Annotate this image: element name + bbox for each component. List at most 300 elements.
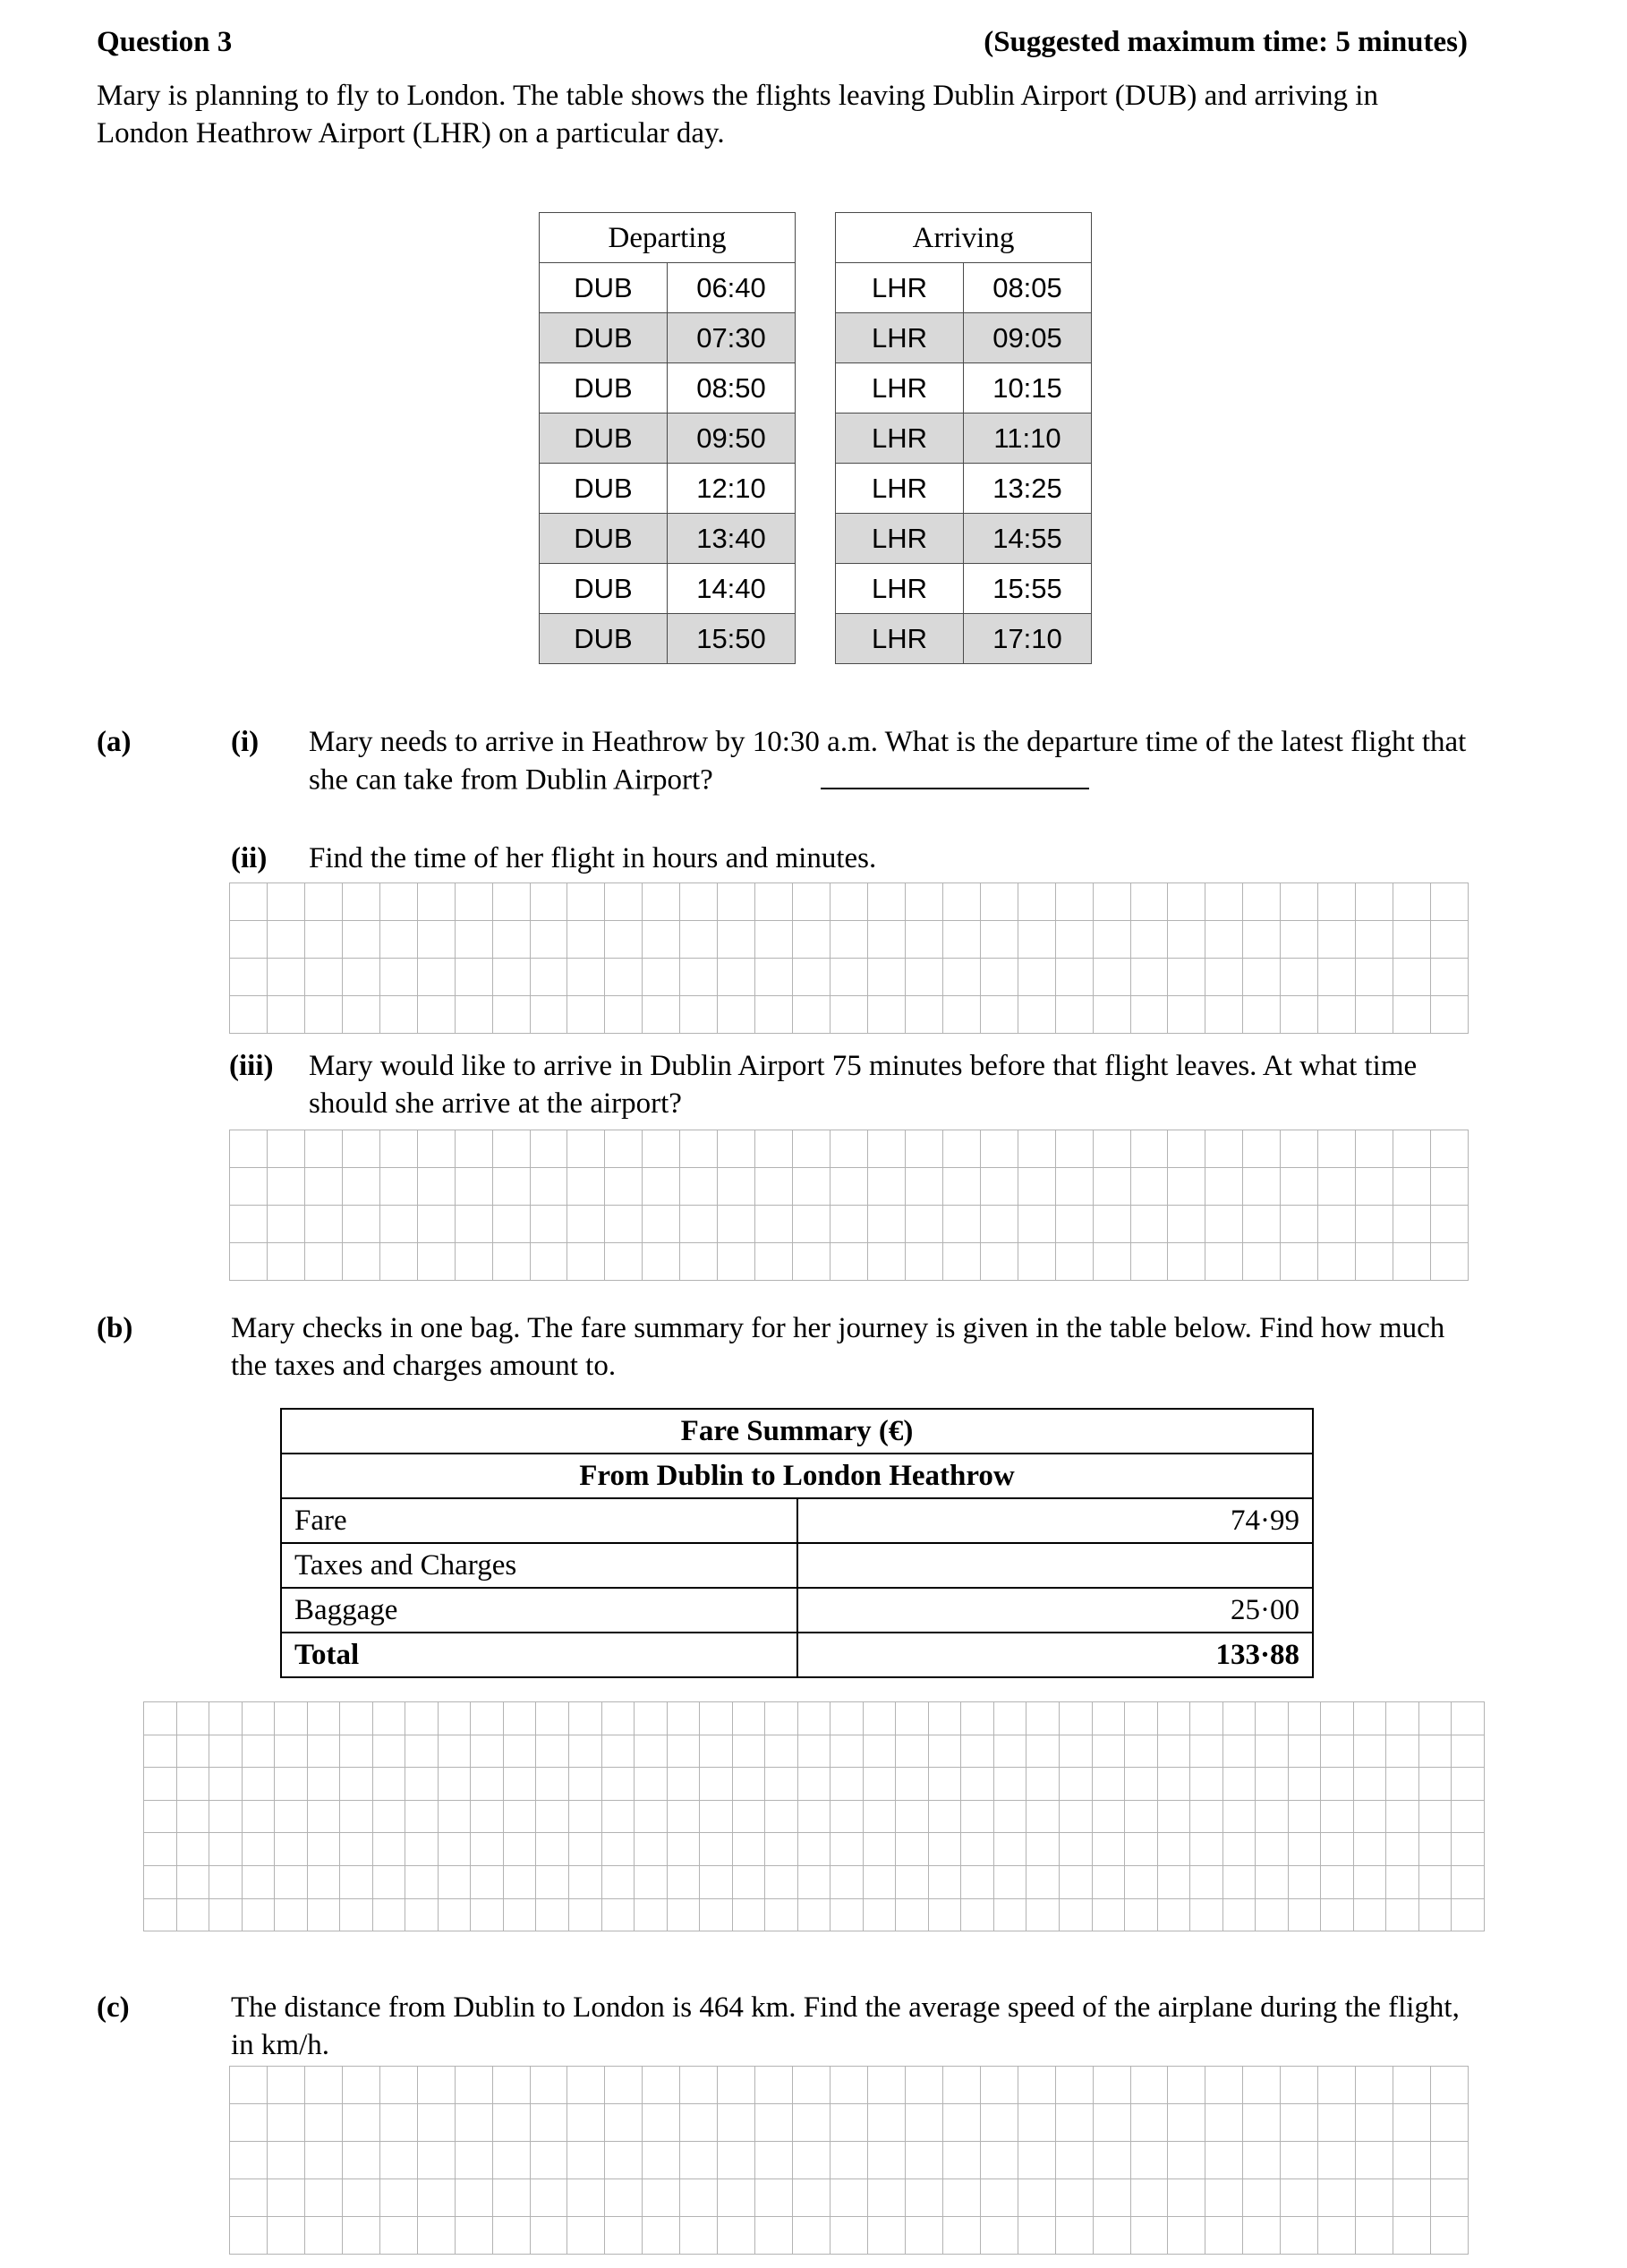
grid-cell — [418, 1168, 456, 1206]
grid-cell — [1452, 1735, 1485, 1769]
grid-cell — [1125, 1866, 1158, 1899]
grid-cell — [1452, 1702, 1485, 1735]
table-row — [281, 1588, 1313, 1633]
grid-cell — [943, 2142, 981, 2179]
grid-cell — [943, 1206, 981, 1243]
arriving-header: Arriving — [836, 213, 1092, 263]
grid-cell — [536, 1702, 569, 1735]
grid-cell — [1056, 2104, 1094, 2142]
grid-cell — [793, 2142, 831, 2179]
grid-cell — [602, 1866, 635, 1899]
grid-cell — [569, 1702, 602, 1735]
grid-cell — [718, 1243, 755, 1281]
grid-cell — [831, 1206, 868, 1243]
grid-cell — [605, 2179, 643, 2217]
grid-cell — [1419, 1702, 1452, 1735]
grid-cell — [868, 883, 906, 921]
grid-cell — [418, 1243, 456, 1281]
grid-cell — [929, 1833, 962, 1866]
grid-cell — [864, 1735, 897, 1769]
grid-cell — [961, 1735, 994, 1769]
arr-time-cell: 14:55 — [964, 514, 1092, 564]
grid-cell — [1431, 1243, 1469, 1281]
grid-cell — [635, 1735, 668, 1769]
grid-cell — [493, 1206, 531, 1243]
grid-cell — [929, 1866, 962, 1899]
grid-cell — [1419, 1899, 1452, 1932]
part-c-question: The distance from Dublin to London is 464 km. Find the average speed of the airplane during the flight, in km/h. — [231, 1991, 1460, 2061]
grid-cell — [798, 1801, 831, 1834]
grid-cell — [831, 1866, 864, 1899]
fare-value: 74·99 — [797, 1498, 1313, 1543]
grid-cell — [1026, 1702, 1060, 1735]
grid-cell — [981, 1168, 1018, 1206]
part-a-ii-question: Find the time of her flight in hours and minutes. — [309, 842, 877, 874]
grid-cell — [567, 996, 605, 1034]
grid-cell — [635, 1768, 668, 1801]
grid-cell — [380, 2142, 418, 2179]
grid-cell — [798, 1735, 831, 1769]
grid-cell — [961, 1801, 994, 1834]
grid-cell — [1056, 2217, 1094, 2255]
grid-cell — [896, 1899, 929, 1932]
grid-cell — [567, 1130, 605, 1168]
grid-cell — [1431, 1168, 1469, 1206]
grid-cell — [230, 2142, 268, 2179]
grid-cell — [1094, 2217, 1131, 2255]
grid-cell — [567, 1168, 605, 1206]
grid-cell — [340, 1735, 373, 1769]
grid-cell — [831, 1735, 864, 1769]
question-header — [97, 23, 1468, 61]
grid-cell — [994, 1735, 1027, 1769]
grid-cell — [680, 1206, 718, 1243]
grid-cell — [275, 1866, 308, 1899]
grid-cell — [700, 1768, 733, 1801]
dep-time-cell: 15:50 — [668, 614, 796, 664]
grid-cell — [643, 2104, 680, 2142]
grid-cell — [230, 2104, 268, 2142]
grid-cell — [471, 1866, 504, 1899]
grid-cell — [493, 921, 531, 959]
grid-cell — [144, 1702, 177, 1735]
grid-cell — [906, 2179, 943, 2217]
grid-cell — [343, 1243, 380, 1281]
grid-cell — [1168, 1243, 1205, 1281]
grid-cell — [1168, 883, 1205, 921]
grid-cell — [456, 2217, 493, 2255]
grid-cell — [380, 1206, 418, 1243]
grid-cell — [1018, 2067, 1056, 2104]
grid-cell — [1125, 1735, 1158, 1769]
grid-cell — [275, 1801, 308, 1834]
arr-airport-cell: LHR — [836, 313, 964, 363]
grid-cell — [1281, 1168, 1318, 1206]
grid-cell — [177, 1833, 210, 1866]
grid-cell — [755, 2217, 793, 2255]
fare-subtitle: From Dublin to London Heathrow — [281, 1454, 1313, 1498]
grid-cell — [798, 1833, 831, 1866]
grid-cell — [1018, 1243, 1056, 1281]
grid-cell — [268, 2179, 305, 2217]
grid-cell — [1018, 1130, 1056, 1168]
grid-cell — [567, 1243, 605, 1281]
grid-cell — [1093, 1866, 1126, 1899]
grid-cell — [1205, 2104, 1243, 2142]
grid-cell — [602, 1899, 635, 1932]
grid-cell — [1393, 1130, 1431, 1168]
grid-cell — [1386, 1735, 1419, 1769]
grid-cell — [831, 2104, 868, 2142]
grid-cell — [1243, 959, 1281, 996]
grid-cell — [1026, 1768, 1060, 1801]
grid-cell — [1281, 2104, 1318, 2142]
grid-cell — [793, 921, 831, 959]
part-a-i-label: (i) — [231, 726, 260, 758]
grid-cell — [1318, 959, 1356, 996]
grid-cell — [1094, 1243, 1131, 1281]
grid-cell — [275, 1768, 308, 1801]
grid-cell — [1168, 959, 1205, 996]
grid-cell — [1431, 883, 1469, 921]
grid-cell — [230, 2217, 268, 2255]
table-row — [540, 313, 796, 363]
grid-cell — [1018, 996, 1056, 1034]
grid-cell — [1354, 1801, 1387, 1834]
arr-time-cell: 09:05 — [964, 313, 1092, 363]
grid-cell — [755, 1243, 793, 1281]
table-row — [836, 414, 1092, 464]
grid-cell — [373, 1768, 406, 1801]
grid-cell — [1243, 2142, 1281, 2179]
table-row — [281, 1454, 1313, 1498]
grid-cell — [418, 2104, 456, 2142]
grid-cell — [718, 2179, 755, 2217]
table-row — [836, 464, 1092, 514]
grid-cell — [733, 1866, 766, 1899]
grid-cell — [567, 883, 605, 921]
grid-cell — [1205, 2142, 1243, 2179]
grid-cell — [439, 1801, 472, 1834]
grid-cell — [765, 1866, 798, 1899]
grid-cell — [605, 1243, 643, 1281]
grid-cell — [504, 1866, 537, 1899]
grid-cell — [1094, 2104, 1131, 2142]
grid-cell — [493, 883, 531, 921]
grid-cell — [1318, 921, 1356, 959]
grid-cell — [380, 959, 418, 996]
grid-cell — [1281, 921, 1318, 959]
grid-cell — [1243, 1243, 1281, 1281]
grid-cell — [831, 959, 868, 996]
grid-cell — [1256, 1801, 1289, 1834]
grid-cell — [793, 883, 831, 921]
grid-cell — [906, 1243, 943, 1281]
grid-cell — [1205, 921, 1243, 959]
grid-cell — [906, 1130, 943, 1168]
grid-cell — [418, 2067, 456, 2104]
grid-cell — [1356, 1243, 1393, 1281]
grid-cell — [1386, 1768, 1419, 1801]
grid-cell — [1060, 1833, 1093, 1866]
grid-cell — [1318, 1243, 1356, 1281]
grid-cell — [456, 959, 493, 996]
grid-cell — [1281, 1206, 1318, 1243]
grid-cell — [471, 1735, 504, 1769]
grid-cell — [943, 921, 981, 959]
grid-cell — [144, 1735, 177, 1769]
grid-cell — [831, 1768, 864, 1801]
grid-cell — [268, 959, 305, 996]
grid-cell — [1431, 996, 1469, 1034]
grid-cell — [493, 996, 531, 1034]
arr-airport-cell: LHR — [836, 564, 964, 614]
grid-cell — [1223, 1702, 1256, 1735]
grid-cell — [798, 1866, 831, 1899]
grid-cell — [680, 883, 718, 921]
grid-cell — [680, 1168, 718, 1206]
grid-cell — [531, 1206, 568, 1243]
grid-cell — [1205, 959, 1243, 996]
grid-cell — [981, 2104, 1018, 2142]
grid-cell — [531, 959, 568, 996]
grid-cell — [343, 996, 380, 1034]
grid-cell — [1356, 1130, 1393, 1168]
grid-cell — [569, 1801, 602, 1834]
grid-cell — [456, 921, 493, 959]
grid-cell — [456, 2104, 493, 2142]
grid-cell — [567, 2217, 605, 2255]
grid-cell — [471, 1833, 504, 1866]
grid-cell — [268, 2217, 305, 2255]
arr-time-cell: 10:15 — [964, 363, 1092, 414]
dep-time-cell: 14:40 — [668, 564, 796, 614]
grid-cell — [929, 1702, 962, 1735]
grid-cell — [1094, 883, 1131, 921]
grid-cell — [718, 959, 755, 996]
grid-cell — [493, 2142, 531, 2179]
grid-cell — [380, 2067, 418, 2104]
grid-cell — [906, 921, 943, 959]
grid-cell — [308, 1801, 341, 1834]
grid-cell — [268, 2067, 305, 2104]
grid-cell — [1256, 1899, 1289, 1932]
grid-cell — [340, 1768, 373, 1801]
grid-cell — [864, 1801, 897, 1834]
grid-cell — [668, 1702, 701, 1735]
grid-cell — [994, 1833, 1027, 1866]
grid-cell — [418, 996, 456, 1034]
grid-cell — [1243, 921, 1281, 959]
grid-cell — [981, 883, 1018, 921]
grid-cell — [1452, 1801, 1485, 1834]
part-c-label: (c) — [97, 1991, 130, 2024]
grid-cell — [456, 1206, 493, 1243]
grid-cell — [268, 1206, 305, 1243]
grid-cell — [1168, 2179, 1205, 2217]
grid-cell — [981, 1243, 1018, 1281]
grid-cell — [1452, 1768, 1485, 1801]
grid-cell — [305, 1243, 343, 1281]
grid-cell — [755, 1168, 793, 1206]
answer-grid-b — [143, 1701, 1485, 1931]
grid-cell — [569, 1735, 602, 1769]
grid-cell — [373, 1899, 406, 1932]
grid-cell — [1356, 1206, 1393, 1243]
grid-cell — [1205, 1243, 1243, 1281]
grid-cell — [718, 2217, 755, 2255]
grid-cell — [733, 1768, 766, 1801]
grid-cell — [531, 1130, 568, 1168]
grid-cell — [981, 2142, 1018, 2179]
grid-cell — [405, 1899, 439, 1932]
grid-cell — [831, 1130, 868, 1168]
part-a-i-text — [309, 723, 1490, 799]
grid-cell — [868, 921, 906, 959]
grid-cell — [896, 1768, 929, 1801]
grid-cell — [733, 1801, 766, 1834]
grid-cell — [1354, 1735, 1387, 1769]
grid-cell — [230, 1243, 268, 1281]
grid-cell — [567, 2067, 605, 2104]
grid-cell — [493, 2104, 531, 2142]
grid-cell — [531, 921, 568, 959]
grid-cell — [733, 1833, 766, 1866]
grid-cell — [471, 1702, 504, 1735]
grid-cell — [1223, 1899, 1256, 1932]
grid-cell — [1431, 2179, 1469, 2217]
grid-cell — [275, 1735, 308, 1769]
grid-cell — [1056, 1206, 1094, 1243]
grid-cell — [380, 1243, 418, 1281]
grid-cell — [700, 1833, 733, 1866]
grid-cell — [668, 1866, 701, 1899]
grid-cell — [718, 921, 755, 959]
grid-cell — [1393, 1168, 1431, 1206]
grid-cell — [981, 996, 1018, 1034]
grid-cell — [605, 921, 643, 959]
grid-cell — [700, 1866, 733, 1899]
grid-cell — [896, 1735, 929, 1769]
grid-cell — [305, 2142, 343, 2179]
grid-cell — [373, 1735, 406, 1769]
grid-cell — [635, 1833, 668, 1866]
grid-cell — [230, 883, 268, 921]
grid-cell — [1356, 996, 1393, 1034]
grid-cell — [504, 1735, 537, 1769]
grid-cell — [340, 1866, 373, 1899]
grid-cell — [1190, 1801, 1223, 1834]
grid-cell — [343, 2179, 380, 2217]
grid-cell — [567, 2179, 605, 2217]
grid-cell — [1256, 1702, 1289, 1735]
grid-cell — [1131, 1168, 1169, 1206]
grid-cell — [1243, 996, 1281, 1034]
grid-cell — [531, 2104, 568, 2142]
grid-cell — [643, 2142, 680, 2179]
grid-cell — [961, 1768, 994, 1801]
grid-cell — [1125, 1702, 1158, 1735]
grid-cell — [1168, 1130, 1205, 1168]
grid-cell — [1354, 1768, 1387, 1801]
grid-cell — [1205, 883, 1243, 921]
dep-airport-cell: DUB — [540, 313, 668, 363]
grid-cell — [1386, 1899, 1419, 1932]
total-value: 133·88 — [797, 1633, 1313, 1677]
grid-cell — [1281, 2067, 1318, 2104]
grid-cell — [831, 2217, 868, 2255]
grid-cell — [1056, 1168, 1094, 1206]
grid-cell — [275, 1702, 308, 1735]
grid-cell — [680, 2179, 718, 2217]
grid-cell — [1452, 1866, 1485, 1899]
grid-cell — [268, 1168, 305, 1206]
grid-cell — [1131, 1243, 1169, 1281]
grid-cell — [439, 1833, 472, 1866]
grid-cell — [1060, 1899, 1093, 1932]
grid-cell — [343, 1206, 380, 1243]
grid-cell — [536, 1899, 569, 1932]
grid-cell — [961, 1899, 994, 1932]
grid-cell — [1256, 1768, 1289, 1801]
grid-cell — [680, 996, 718, 1034]
grid-cell — [243, 1801, 276, 1834]
grid-cell — [1205, 1130, 1243, 1168]
grid-cell — [1431, 1206, 1469, 1243]
grid-cell — [668, 1735, 701, 1769]
table-row — [540, 414, 796, 464]
grid-cell — [1018, 959, 1056, 996]
grid-cell — [456, 2142, 493, 2179]
grid-cell — [1393, 2142, 1431, 2179]
grid-cell — [765, 1899, 798, 1932]
grid-cell — [209, 1768, 243, 1801]
grid-cell — [308, 1768, 341, 1801]
grid-cell — [868, 2104, 906, 2142]
grid-cell — [643, 2217, 680, 2255]
grid-cell — [733, 1899, 766, 1932]
grid-cell — [456, 996, 493, 1034]
grid-cell — [755, 1130, 793, 1168]
grid-cell — [868, 2217, 906, 2255]
grid-cell — [1289, 1866, 1322, 1899]
grid-cell — [1131, 996, 1169, 1034]
grid-cell — [471, 1768, 504, 1801]
grid-cell — [793, 2179, 831, 2217]
grid-cell — [605, 1130, 643, 1168]
grid-cell — [1256, 1866, 1289, 1899]
grid-cell — [418, 959, 456, 996]
grid-cell — [718, 2104, 755, 2142]
grid-cell — [209, 1735, 243, 1769]
grid-cell — [340, 1702, 373, 1735]
arr-airport-cell: LHR — [836, 614, 964, 664]
grid-cell — [605, 2142, 643, 2179]
grid-cell — [504, 1768, 537, 1801]
grid-cell — [536, 1768, 569, 1801]
grid-cell — [635, 1899, 668, 1932]
grid-cell — [1056, 1243, 1094, 1281]
grid-cell — [831, 1168, 868, 1206]
grid-cell — [493, 2217, 531, 2255]
grid-cell — [531, 2142, 568, 2179]
grid-cell — [755, 883, 793, 921]
table-row — [281, 1543, 1313, 1588]
grid-cell — [268, 883, 305, 921]
table-row — [281, 1498, 1313, 1543]
grid-cell — [1223, 1866, 1256, 1899]
dep-airport-cell: DUB — [540, 614, 668, 664]
